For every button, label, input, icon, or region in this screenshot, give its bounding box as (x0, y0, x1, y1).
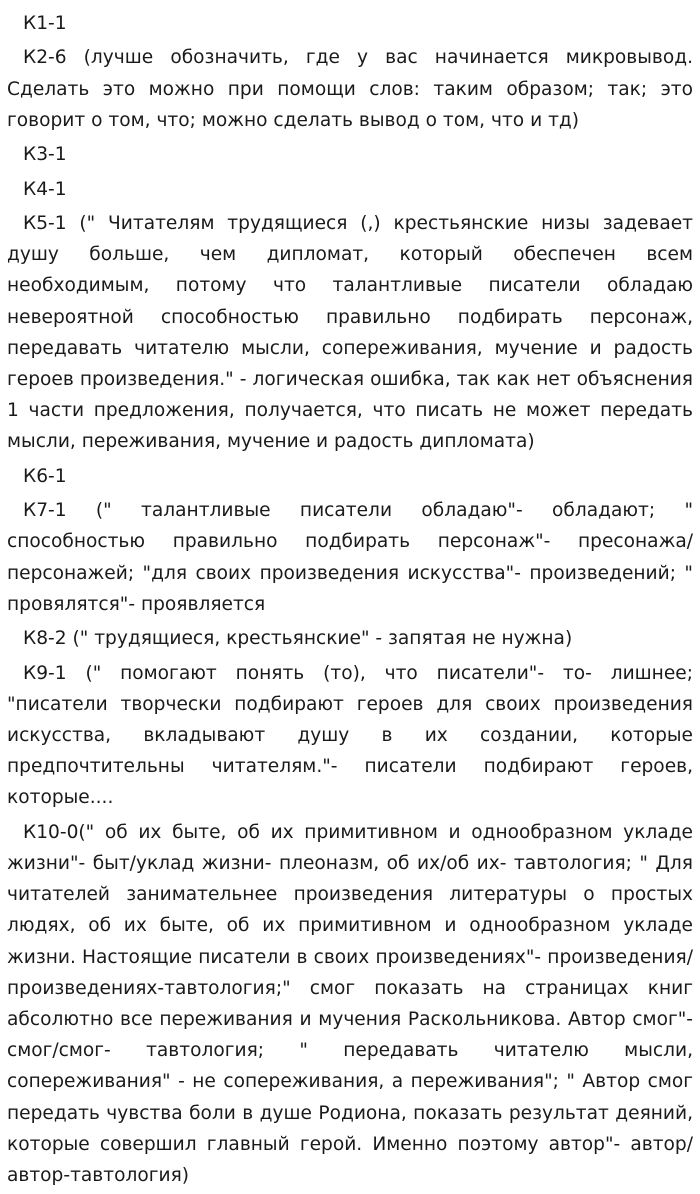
criterion-k5: К5-1 (" Читателям трудящиеся (,) крестьянские низы задевает душу больше, чем дипломат, который обеспечен всем необходимым, потому что талантливые писатели обладаю невероятной способностью правильно подбирать персонаж, передавать читателю мысли, сопереживания, мучение и радость героев произведения." - логическая ошибка, так как нет объяснения 1 части предложения, получается, что писать не может передать мысли, переживания, мучение и радость дипломата) (7, 212, 693, 453)
criterion-k1: К1-1 (23, 13, 67, 34)
criterion-k8: К8-2 (" трудящиеся, крестьянские" - запятая не нужна) (23, 628, 573, 650)
criterion-k7: К7-1 (" талантливые писатели обладаю"- обладают; " способностью правильно подбирать персонаж"- пресонажа/персонажей; "для своих произведения искусства"- произведений; " провялятся"- проявляется (7, 500, 693, 615)
criterion-k6: К6-1 (23, 465, 67, 487)
criterion-k2: К2-6 (лучше обозначить, где у вас начинается микровывод. Сделать это можно при помощи слов: таким образом; так; это говорит о том, что; можно сделать вывод о том, что и тд) (7, 47, 693, 131)
criterion-k4: К4-1 (23, 178, 67, 200)
criterion-k9: К9-1 (" помогают понять (то), что писатели"- то- лишнее; "писатели творчески подбирают героев для своих произведения искусства, вкладывают душу в их создании, которые предпочтительны читателям."- писатели подбирают героев, которые.... (7, 662, 693, 809)
criterion-k10: К10-0(" об их быте, об их примитивном и однообразном укладе жизни"- быт/уклад жизни- плеоназм, об их/об их- тавтология; " Для читателей занимательнее произведения литературы о простых людях, об их быте, об их примитивном и однообразном укладе жизни. Настоящие писатели в своих произведениях"- произведения/ произведениях-тавтология;" смог показать на страницах книг абсолютно все переживания и мучения Раскольникова. Автор смог"- смог/смог- тавтология; " передавать читателю мысли, сопереживания" - не сопереживания, а переживания"; " Автор смог передать чувства боли в душе Родиона, показать результат деяний, которые совершил главный герой. Именно поэтому автор"- автор/ автор-тавтология) (7, 821, 693, 1186)
review-document (7, 8, 693, 1194)
criterion-k3: К3-1 (23, 144, 67, 166)
